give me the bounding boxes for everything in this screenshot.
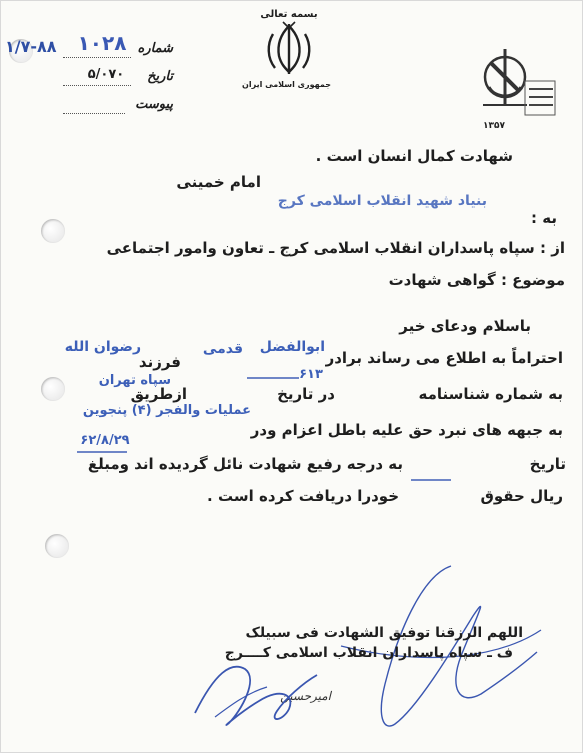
body-line5: خودرا دریافت کرده است . — [207, 487, 399, 505]
greeting: باسلام ودعای خیر — [399, 317, 531, 335]
quote-text: شهادت کمال انسان است . — [315, 147, 513, 165]
header-attachment-line — [63, 113, 125, 114]
iran-emblem — [242, 9, 331, 109]
punch-hole — [41, 377, 65, 401]
body-line2-date: در تاریخ — [277, 385, 335, 403]
irgc-emblem — [469, 41, 565, 137]
header-date-line — [63, 85, 131, 86]
handwritten-signature: امیرحسین — [280, 689, 331, 703]
stamp-name: ابوالفضل — [259, 339, 325, 355]
punch-hole — [45, 534, 69, 558]
body-line1: احتراماً به اطلاع می رساند برادر — [325, 349, 563, 367]
body-line2: به شماره شناسنامه — [418, 385, 563, 403]
header-attachment-label: پیوست — [135, 97, 173, 112]
to-label: به : — [531, 209, 557, 227]
emblem-text: بسمه تعالی — [260, 9, 318, 20]
underline-dash — [411, 479, 451, 481]
header-number-line — [63, 57, 131, 58]
stamp-id-number: ۶۱۳ — [299, 367, 323, 382]
handwritten-date: ۱/۷-۸۸ — [5, 37, 57, 56]
from-line: از : سپاه پاسداران انقلاب اسلامی کرج ـ تعاون وامور اجتماعی — [106, 239, 565, 257]
emblem-caption: جمهوری اسلامی ایران — [242, 80, 331, 89]
underline-dash — [77, 451, 127, 453]
body-line2-via: ازطریق — [130, 385, 187, 403]
body-line5-rial: ریال حقوق — [480, 487, 563, 505]
body-line4: به درجه رفیع شهادت نائل گردیده اند ومبلغ — [87, 455, 403, 473]
stamp-surname: قدمی — [202, 341, 243, 357]
body-line4-date: تاریخ — [529, 455, 566, 473]
signature-ink-icon — [185, 653, 325, 733]
stamp-unit: سپاه تهران — [98, 373, 171, 388]
stamp-father: رضوان الله — [64, 339, 141, 355]
punch-hole — [41, 219, 65, 243]
header-date-label: تاریخ — [147, 69, 173, 84]
body-line3: به جبهه های نبرد حق علیه باطل اعزام ودر — [250, 421, 563, 439]
recipient-stamp: بنیاد شهید انقلاب اسلامی کرج — [277, 193, 487, 209]
header-number-label: شماره — [137, 41, 173, 56]
signature-line: ف ـ سپاه پاسداران انقلاب اسلامی کــــرج — [224, 645, 513, 661]
stamp-operation: عملیات والفجر (۴) پنجوین — [82, 403, 251, 418]
irgc-emblem-year: ۱۳۵۷ — [483, 121, 505, 131]
header-number-value: ۱۰۲۸ — [77, 31, 127, 55]
body-line1-child: فرزند — [138, 353, 181, 371]
irgc-emblem-icon — [469, 41, 565, 131]
header-date-value: ۵/۰۷۰ — [87, 67, 125, 82]
quote-author: امام خمینی — [176, 173, 261, 191]
iran-emblem-icon — [259, 20, 319, 76]
closing-prayer: اللهم الرزقنا توفیق الشهادت فی سبیلک — [245, 625, 523, 641]
subject-line: موضوع : گواهی شهادت — [388, 271, 565, 289]
stamp-martyr-date: ۶۲/۸/۲۹ — [80, 433, 130, 448]
